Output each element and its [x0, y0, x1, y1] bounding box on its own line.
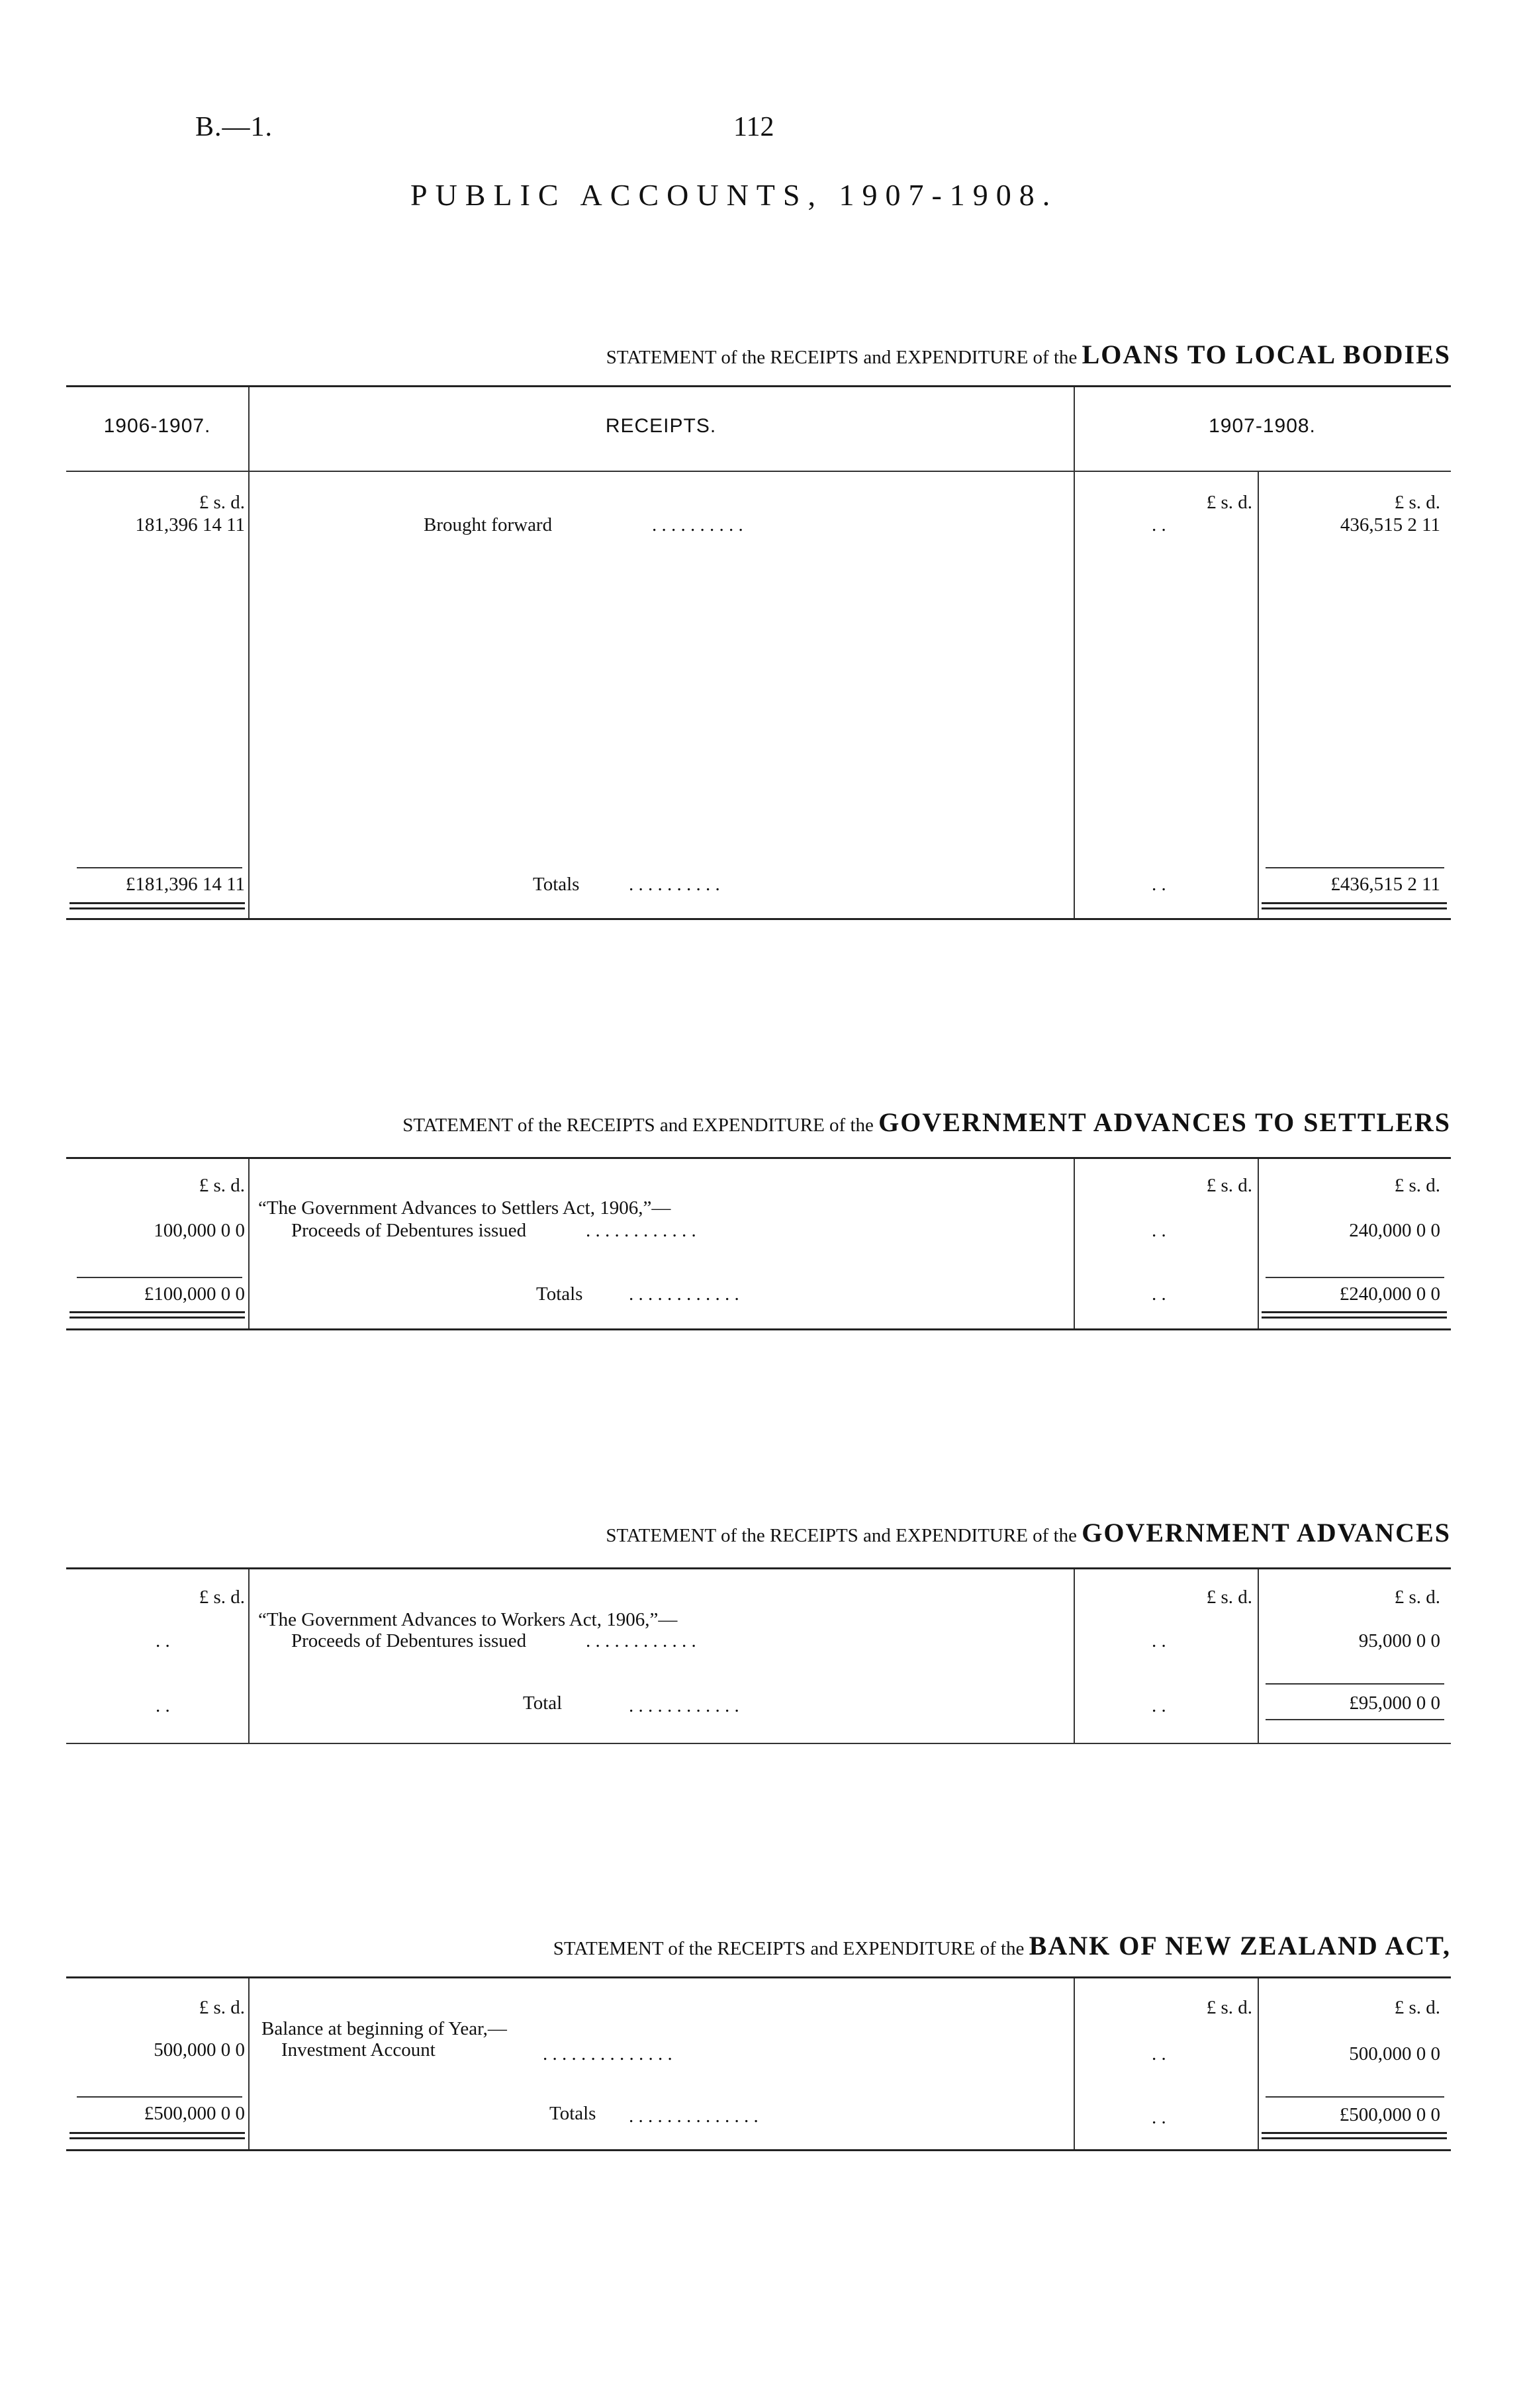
total-detail: . .	[1152, 1283, 1166, 1305]
page-title: PUBLIC ACCOUNTS, 1907-1908.	[410, 178, 1058, 212]
page-number: 112	[733, 112, 774, 142]
units-header: £ s. d.	[199, 1997, 245, 2018]
leader-dots: . . . . . . . . . . . . . .	[543, 2043, 672, 2064]
leader-dots: . . . . . . . . . . . .	[629, 1283, 739, 1305]
units-header: £ s. d.	[1206, 1587, 1252, 1608]
total-label: Totals	[549, 2103, 596, 2124]
row-label: Proceeds of Debentures issued	[291, 1220, 527, 1241]
units-header: £ s. d.	[1206, 1175, 1252, 1196]
amount-1907-1908: 95,000 0 0	[1358, 1630, 1440, 1651]
statement-name: GOVERNMENT ADVANCES TO SETTLERS	[878, 1107, 1451, 1137]
statement-title-settlers	[402, 1107, 1451, 1138]
act-reference: Balance at beginning of Year,—	[261, 2018, 507, 2039]
row-label: Proceeds of Debentures issued	[291, 1630, 527, 1651]
row-label: Brought forward	[424, 514, 553, 535]
leader-dots: . . . . . . . . . . . .	[629, 1695, 739, 1716]
total-detail: . .	[1152, 874, 1166, 895]
statement-name: GOVERNMENT ADVANCES	[1082, 1518, 1451, 1548]
statement-prefix: STATEMENT of the RECEIPTS and EXPENDITURE of the	[553, 1938, 1025, 1959]
units-header: £ s. d.	[1394, 1997, 1440, 2018]
total-1906-1907: £181,396 14 11	[125, 874, 245, 895]
amount-detail: . .	[1152, 514, 1166, 535]
amount-detail: . .	[1152, 1630, 1166, 1651]
statement-title-loans	[606, 339, 1451, 370]
amount-detail: . .	[1152, 1220, 1166, 1241]
total-detail: . .	[1152, 2107, 1166, 2128]
total-1906-1907: £500,000 0 0	[144, 2103, 245, 2124]
units-header: £ s. d.	[1394, 492, 1440, 513]
document-code: B.—1.	[195, 112, 273, 142]
act-reference: “The Government Advances to Settlers Act, 1906,”—	[258, 1197, 671, 1219]
amount-1906-1907: 500,000 0 0	[154, 2039, 245, 2061]
amount-1906-1907: 181,396 14 11	[135, 514, 245, 535]
table-advances-workers	[66, 1567, 1451, 1744]
table-bank-nz-act	[66, 1976, 1451, 2151]
total-1907-1908: £500,000 0 0	[1339, 2104, 1440, 2125]
amount-1906-1907: 100,000 0 0	[154, 1220, 245, 1241]
units-header: £ s. d.	[1394, 1587, 1440, 1608]
units-header: £ s. d.	[1206, 492, 1252, 513]
amount-1907-1908: 500,000 0 0	[1349, 2043, 1440, 2064]
leader-dots: . . . . . . . . . .	[629, 874, 720, 895]
leader-dots: . . . . . . . . . . . .	[586, 1220, 696, 1241]
statement-prefix: STATEMENT of the RECEIPTS and EXPENDITURE of the	[606, 347, 1078, 368]
column-header-1907-1908: 1907-1908.	[1209, 415, 1316, 437]
units-header: £ s. d.	[1206, 1997, 1252, 2018]
statement-name: LOANS TO LOCAL BODIES	[1082, 340, 1451, 369]
statement-title-workers	[606, 1517, 1451, 1548]
amount-1907-1908: 240,000 0 0	[1349, 1220, 1440, 1241]
table-advances-settlers	[66, 1157, 1451, 1330]
total-1907-1908: £95,000 0 0	[1349, 1692, 1440, 1714]
total-1906-1907: . .	[156, 1695, 170, 1716]
statement-prefix: STATEMENT of the RECEIPTS and EXPENDITURE of the	[606, 1525, 1078, 1546]
total-1907-1908: £240,000 0 0	[1339, 1283, 1440, 1305]
total-1907-1908: £436,515 2 11	[1330, 874, 1440, 895]
column-header-1906-1907: 1906-1907.	[103, 415, 211, 437]
amount-1907-1908: 436,515 2 11	[1340, 514, 1440, 535]
leader-dots: . . . . . . . . . . . . . .	[629, 2106, 759, 2127]
row-label: Investment Account	[281, 2039, 436, 2061]
amount-detail: . .	[1152, 2043, 1166, 2064]
units-header: £ s. d.	[1394, 1175, 1440, 1196]
act-reference: “The Government Advances to Workers Act, 1906,”—	[258, 1609, 678, 1630]
total-label: Totals	[536, 1283, 583, 1305]
table-loans-local-bodies	[66, 385, 1451, 920]
total-detail: . .	[1152, 1695, 1166, 1716]
column-header-receipts: RECEIPTS.	[605, 415, 717, 437]
total-label: Totals	[533, 874, 580, 895]
amount-1906-1907: . .	[156, 1630, 170, 1651]
statement-prefix: STATEMENT of the RECEIPTS and EXPENDITURE of the	[402, 1115, 874, 1136]
leader-dots: . . . . . . . . . . . .	[586, 1630, 696, 1651]
statement-name: BANK OF NEW ZEALAND ACT,	[1029, 1931, 1451, 1961]
statement-title-bank-nz	[553, 1930, 1451, 1961]
units-header: £ s. d.	[199, 492, 245, 513]
total-1906-1907: £100,000 0 0	[144, 1283, 245, 1305]
leader-dots: . . . . . . . . . .	[652, 514, 743, 535]
units-header: £ s. d.	[199, 1175, 245, 1196]
total-label: Total	[523, 1692, 563, 1714]
units-header: £ s. d.	[199, 1587, 245, 1608]
